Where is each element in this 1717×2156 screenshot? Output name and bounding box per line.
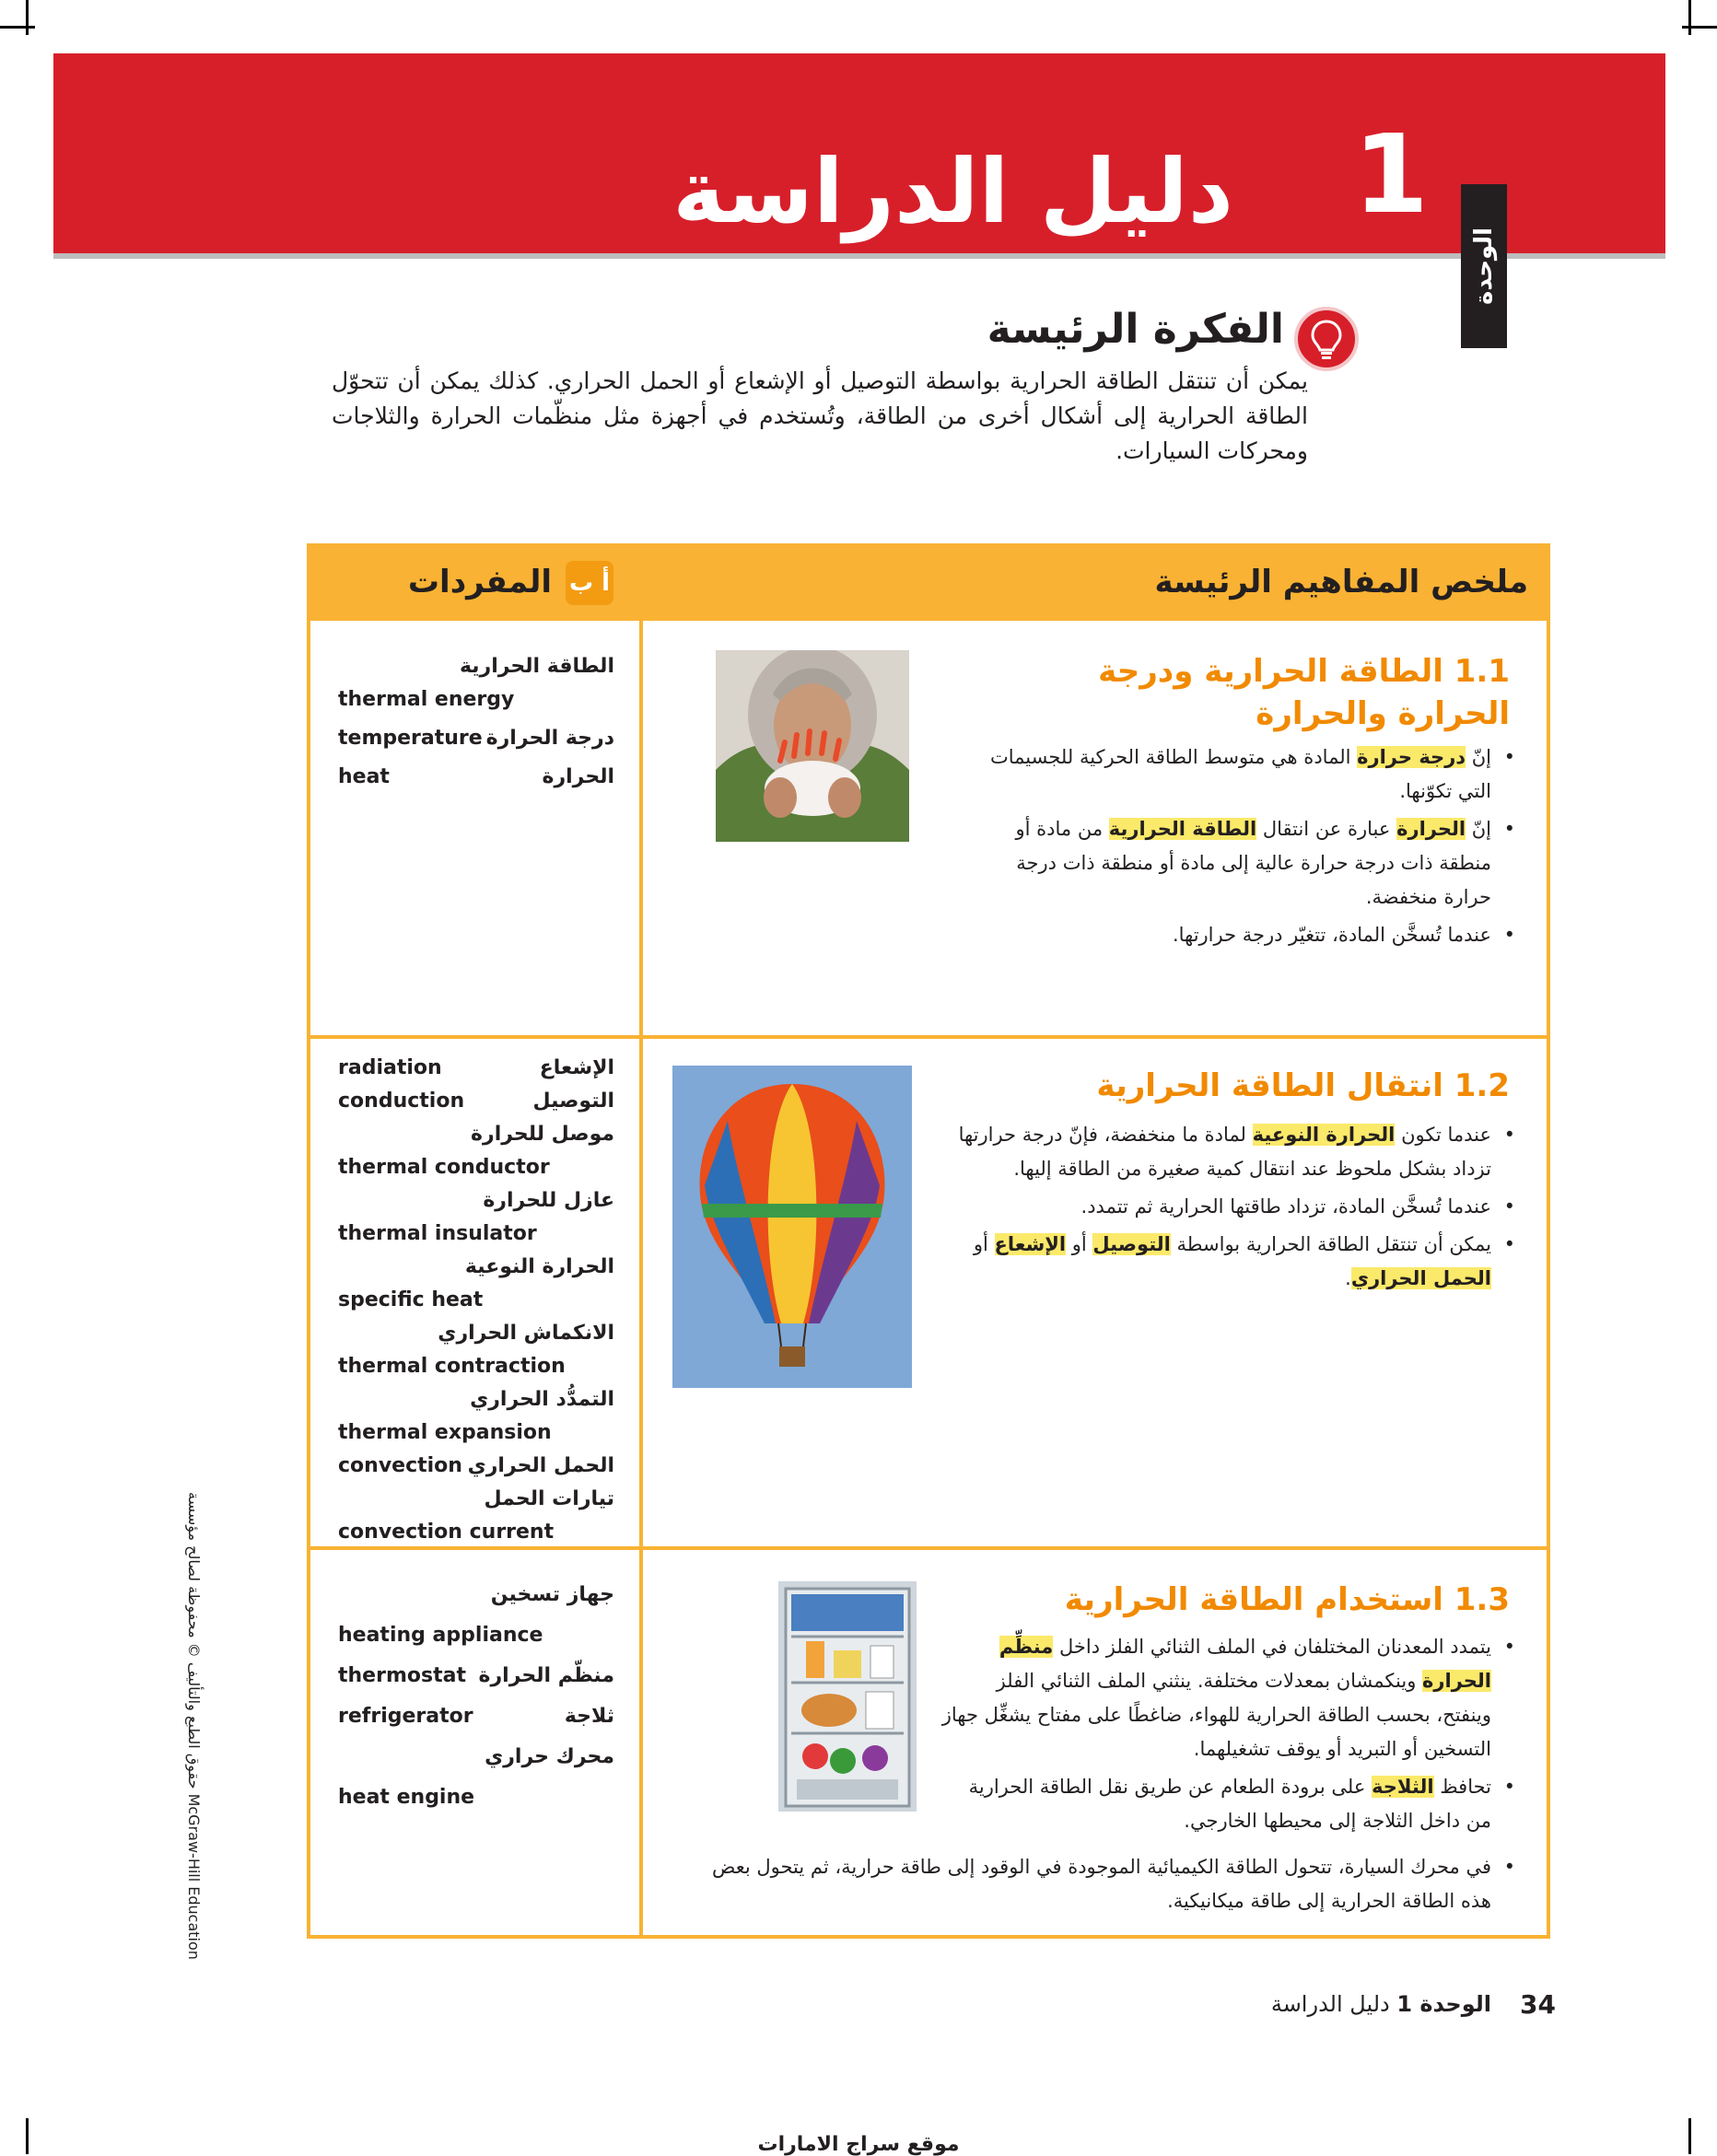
- section-bullets-1-1: [966, 740, 1491, 956]
- footer-site: موقع سراج الامارات: [757, 2133, 960, 2156]
- section-bullets-1-3: [939, 1630, 1491, 1842]
- section-title-1-1: 1.1 الطاقة الحرارية ودرجة الحرارة والحرارة: [1098, 653, 1510, 732]
- photo-hot-air-balloon: [672, 1066, 912, 1388]
- term-highlight: الحرارة النوعية: [1252, 1124, 1396, 1146]
- vocab-term-en: thermal expansion: [338, 1421, 552, 1444]
- bullet-item: • عندما تُسخَّن المادة، تزداد طاقتها الحرارية ثم تتمدد.: [957, 1190, 1491, 1224]
- vocab-term-ar: موصل للحرارة: [471, 1123, 614, 1146]
- unit-tab-label: الوحدة: [1470, 227, 1498, 306]
- section-title-1-3: 1.3 استخدام الطاقة الحرارية: [1064, 1581, 1510, 1618]
- section-title-1-2: 1.2 انتقال الطاقة الحرارية: [1096, 1067, 1510, 1104]
- unit-tab: [1461, 184, 1507, 348]
- bullet-item: • في محرك السيارة، تتحول الطاقة الكيميائية الموجودة في الوقود إلى طاقة حرارية، ثم يتحول بعض هذه الطاقة الحرارية إلى طاقة ميكانيكية.: [681, 1850, 1491, 1918]
- vocab-term-en: thermal contraction: [338, 1355, 566, 1378]
- term-highlight: درجة حرارة: [1357, 746, 1466, 768]
- term-highlight: التوصيل: [1092, 1233, 1171, 1255]
- vocab-term-ar: جهاز تسخين: [490, 1583, 614, 1606]
- vocab-term-ar: الحرارة النوعية: [464, 1255, 614, 1278]
- photo-girl-warm-drink: [716, 650, 909, 842]
- vocab-pair: heat الحرارة: [338, 765, 614, 788]
- term-highlight: الحرارة: [1396, 818, 1466, 840]
- section-bullets-1-2: [957, 1118, 1491, 1299]
- term-highlight: منظِّم الحرارة: [999, 1636, 1491, 1692]
- bullet-item: • عندما تُسخَّن المادة، تتغيّر درجة حرارتها.: [966, 918, 1491, 952]
- crop-mark: [1682, 26, 1717, 29]
- vocab-pair: temperature درجة الحرارة: [338, 727, 614, 750]
- column-divider: [639, 547, 643, 1935]
- bullet-item: • عندما تكون الحرارة النوعية لمادة ما منخفضة، فإنّ درجة حرارتها تزداد بشكل ملحوظ عند انتقال كمية صغيرة من الطاقة إليها.: [957, 1118, 1491, 1186]
- vocab-pair: convection الحمل الحراري: [338, 1454, 614, 1477]
- vocab-pair: thermostat منظّم الحرارة: [338, 1664, 614, 1687]
- vocab-term-en: thermal insulator: [338, 1222, 537, 1245]
- vocab-badge-icon: أ ب: [566, 561, 613, 605]
- vocab-term-en: thermal energy: [338, 688, 515, 711]
- big-idea-text: يمكن أن تنتقل الطاقة الحرارية بواسطة التوصيل أو الإشعاع أو الحمل الحراري. كذلك يمكن أن تتحوّل الطاقة الحرارية إلى أشكال أخرى من الطاقة، وتُستخدم في أجهزة مثل منظّمات الحرارة والثلاجات ومحركات السيارات.: [332, 367, 1308, 464]
- vocab-term-en: heat engine: [338, 1786, 475, 1809]
- page-number: 34: [1520, 1989, 1556, 2020]
- term-highlight: الثلاجة: [1372, 1776, 1434, 1798]
- vocab-term-ar: التمدُّد الحراري: [470, 1388, 614, 1411]
- vocab-term-ar: محرك حراري: [485, 1745, 614, 1768]
- bullet-item: • إنّ الحرارة عبارة عن انتقال الطاقة الحرارية من مادة أو منطقة ذات درجة حرارة عالية إلى مادة أو منطقة ذات درجة حرارة منخفضة.: [966, 812, 1491, 915]
- term-highlight: الطاقة الحرارية: [1108, 818, 1257, 840]
- term-highlight: الإشعاع: [994, 1233, 1067, 1255]
- vocab-term-ar: الانكماش الحراري: [438, 1322, 614, 1345]
- vocab-term-ar: عازل للحرارة: [483, 1189, 614, 1212]
- copyright-note: حقوق الطبع والتأليف © محفوظة لصالح مؤسسة McGraw-Hill Education: [185, 1492, 203, 1960]
- vocab-term-en: specific heat: [338, 1288, 484, 1311]
- crop-mark: [26, 0, 29, 35]
- big-idea-title: الفكرة الرئيسة: [987, 306, 1284, 353]
- crop-mark: [1688, 0, 1691, 35]
- header-vocab: المفردات: [407, 564, 552, 600]
- vocab-pair: refrigerator ثلاجة: [338, 1705, 614, 1728]
- vocab-term-en: thermal conductor: [338, 1156, 550, 1179]
- vocab-pair: conduction التوصيل: [338, 1090, 614, 1113]
- bullet-item: • تحافظ الثلاجة على برودة الطعام عن طريق نقل الطاقة الحرارية من داخل الثلاجة إلى محيطها الخارجي.: [939, 1770, 1491, 1838]
- vocab-list-1-3: [338, 1579, 614, 1814]
- row-divider: [310, 1035, 1547, 1039]
- vocab-term-ar: الطاقة الحرارية: [459, 655, 614, 678]
- page-title: دليل الدراسة: [672, 140, 1233, 243]
- lightbulb-icon: [1294, 307, 1359, 371]
- unit-number: 1: [1352, 111, 1430, 238]
- term-highlight: الحمل الحراري: [1350, 1267, 1491, 1289]
- bullet-item: • إنّ درجة حرارة المادة هي متوسط الطاقة الحركية للجسيمات التي تكوّنها.: [966, 740, 1491, 809]
- bullet-item: • يمكن أن تنتقل الطاقة الحرارية بواسطة التوصيل أو الإشعاع أو الحمل الحراري.: [957, 1228, 1491, 1296]
- vocab-list-1-2: [338, 1052, 614, 1549]
- vocab-term-ar: تيارات الحمل: [484, 1487, 614, 1510]
- footer-unit: الوحدة 1 دليل الدراسة: [1270, 1991, 1491, 2017]
- vocab-term-en: heating appliance: [338, 1624, 543, 1647]
- bullet-item: • يتمدد المعدنان المختلفان في الملف الثنائي الفلز داخل منظِّم الحرارة وينكمشان بمعدلات مختلفة. ينثني الملف الثنائي الفلز وينفتح، بحسب الطاقة الحرارية للهواء، ضاغطًا على مفتاح يشغِّل جهاز التسخين أو التبريد أو يوقف تشغيلهما.: [939, 1630, 1491, 1766]
- banner-stripe: [53, 253, 1665, 259]
- header-concepts: ملخص المفاهيم الرئيسة: [1154, 564, 1528, 600]
- photo-refrigerator: [778, 1581, 917, 1812]
- crop-mark: [0, 26, 35, 29]
- vocab-pair: radiation الإشعاع: [338, 1056, 614, 1079]
- section-bullets-1-3-wide: [681, 1850, 1491, 1922]
- study-guide-table: [307, 543, 1550, 1939]
- vocab-term-en: convection current: [338, 1521, 555, 1544]
- vocab-list-1-1: [338, 650, 614, 794]
